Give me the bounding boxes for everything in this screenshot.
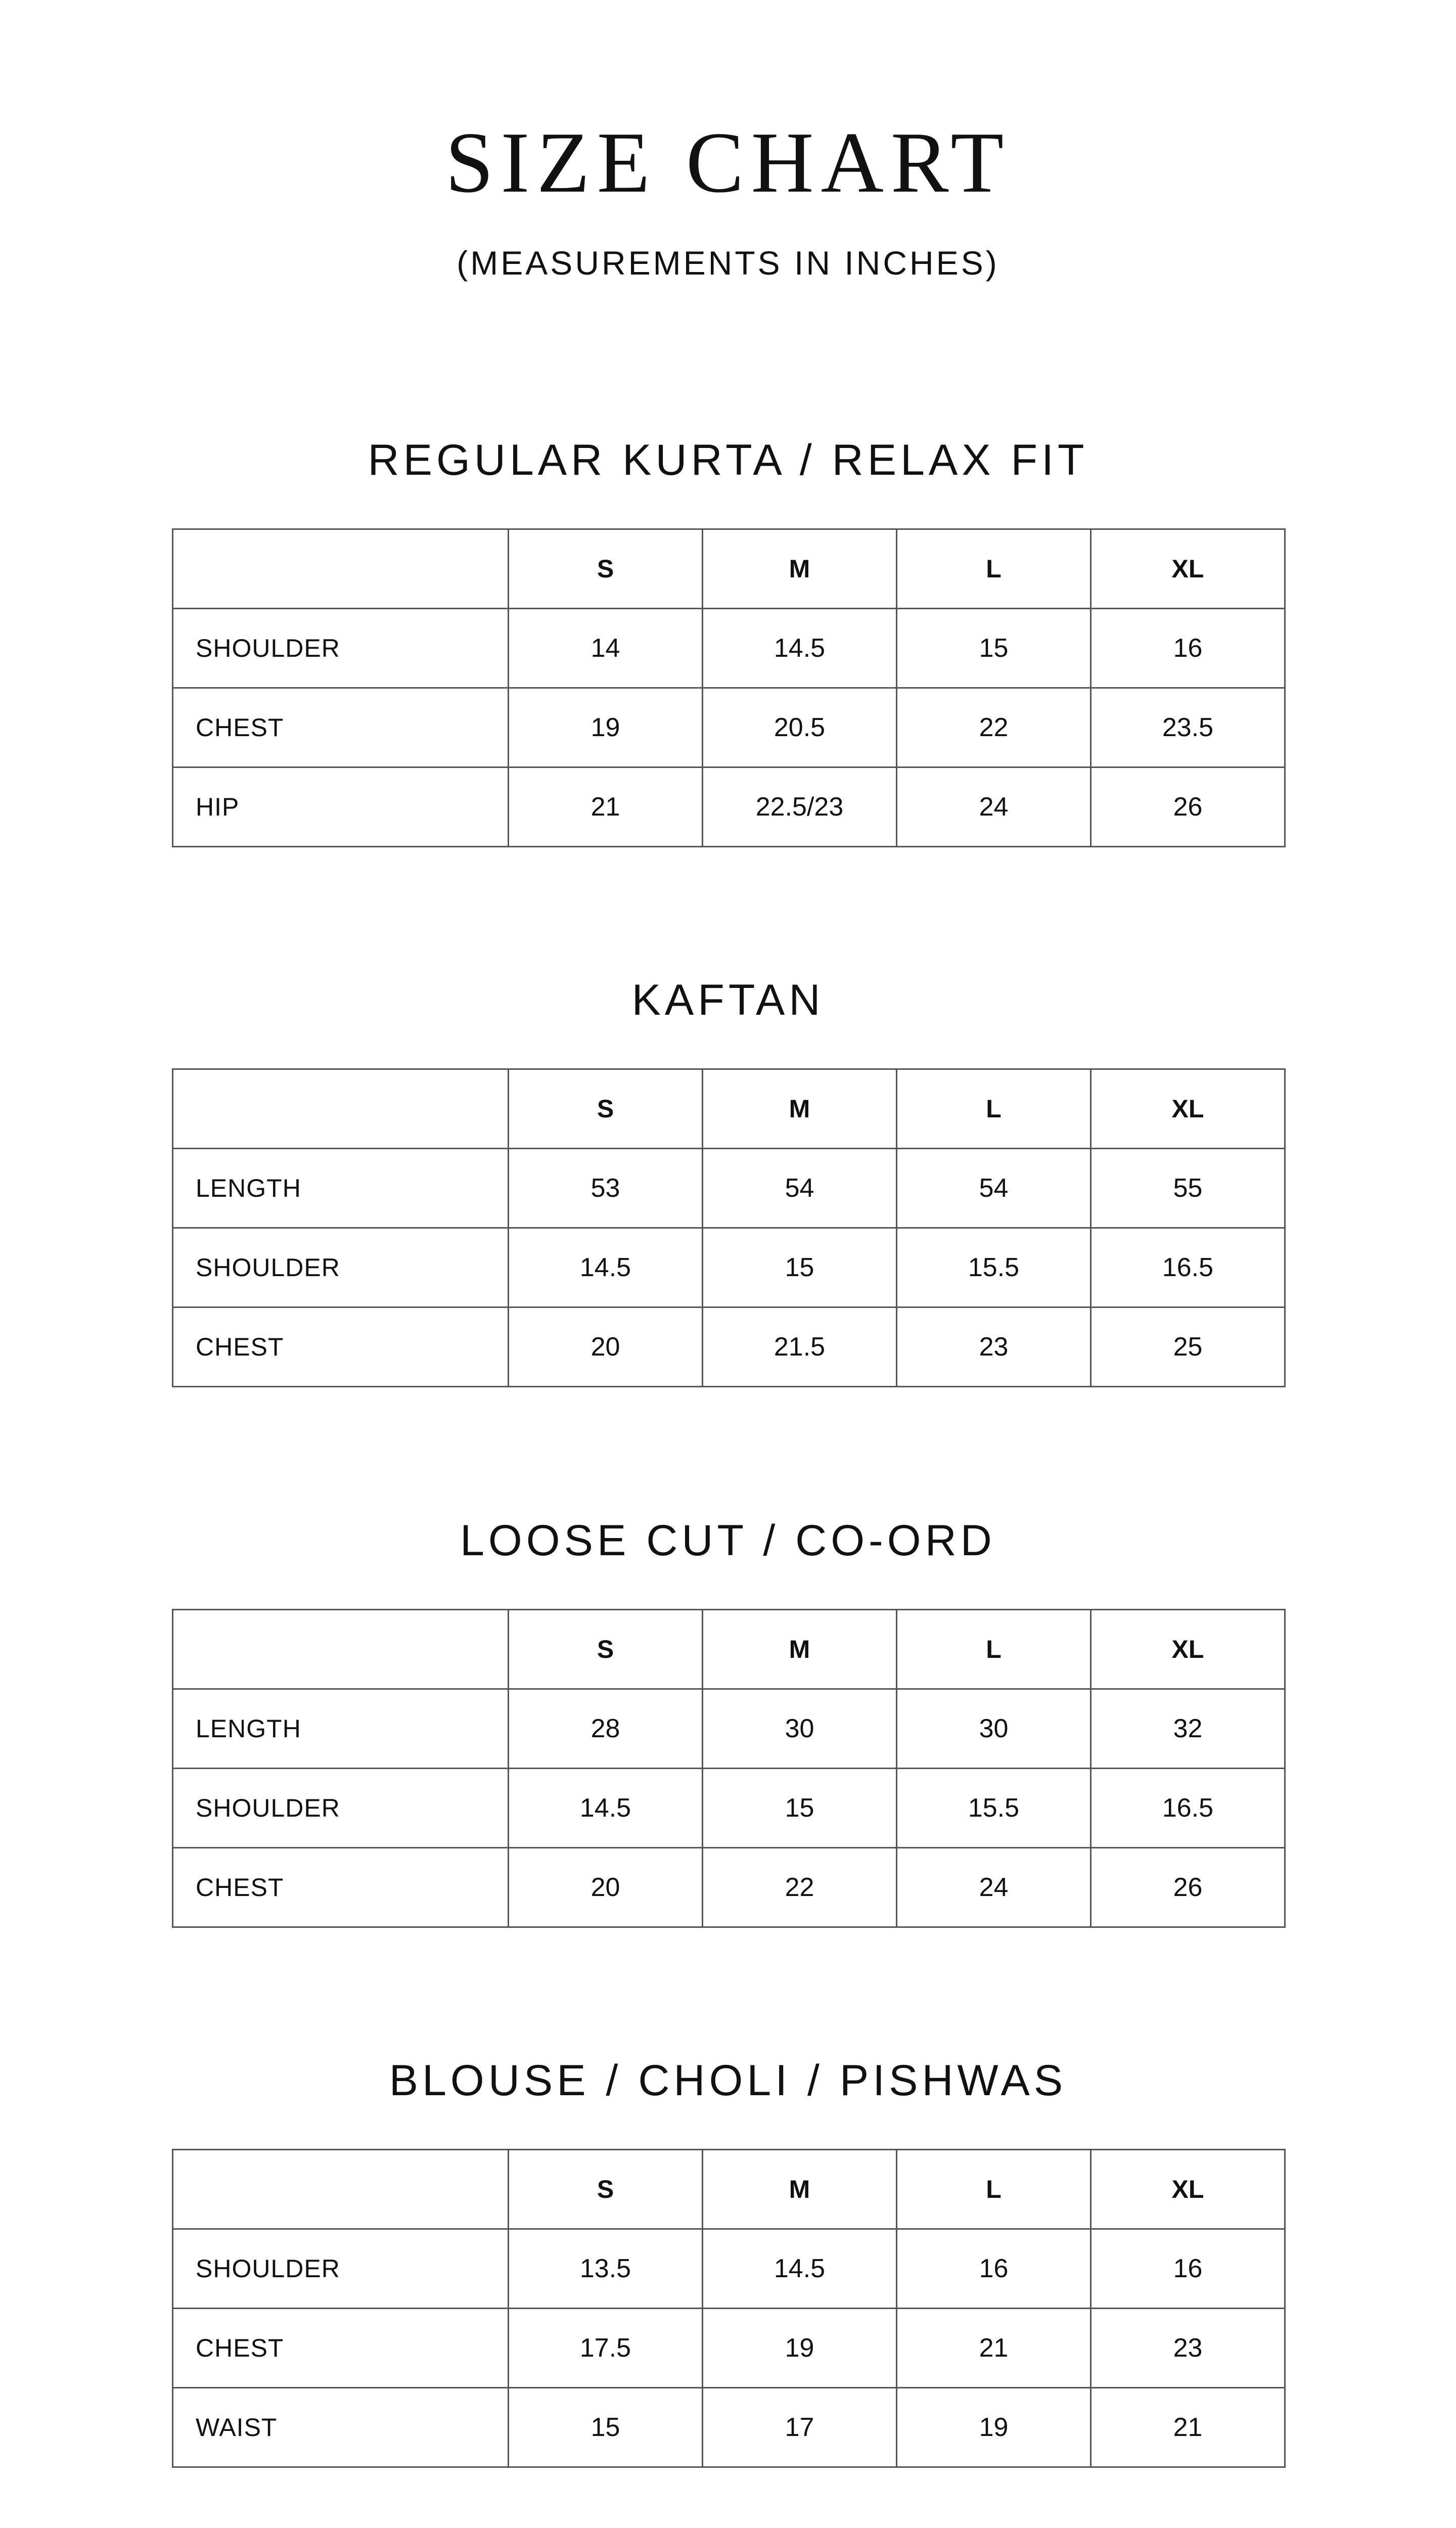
row-label: LENGTH <box>173 1689 509 1769</box>
measurement-cell: 16.5 <box>1091 1228 1285 1307</box>
page-title: SIZE CHART <box>445 115 1011 211</box>
size-header-s: S <box>509 1069 703 1149</box>
measurement-cell: 23 <box>1091 2309 1285 2388</box>
measurement-cell: 15 <box>703 1769 897 1848</box>
size-table <box>172 1068 1286 1387</box>
measurement-cell: 16.5 <box>1091 1769 1285 1848</box>
header-corner-cell <box>173 529 509 609</box>
row-label: SHOULDER <box>173 1769 509 1848</box>
measurement-cell: 15 <box>897 609 1091 688</box>
measurement-cell: 16 <box>897 2229 1091 2309</box>
row-label: SHOULDER <box>173 1228 509 1307</box>
size-header-l: L <box>897 2150 1091 2229</box>
measurement-cell: 21 <box>1091 2388 1285 2467</box>
size-header-l: L <box>897 529 1091 609</box>
size-table <box>172 1609 1286 1928</box>
measurement-cell: 14.5 <box>509 1769 703 1848</box>
size-header-l: L <box>897 1610 1091 1689</box>
table-header-row <box>173 529 1285 609</box>
measurement-cell: 14.5 <box>703 609 897 688</box>
size-header-m: M <box>703 529 897 609</box>
measurement-cell: 21 <box>897 2309 1091 2388</box>
size-header-xl: XL <box>1091 1610 1285 1689</box>
measurement-cell: 30 <box>703 1689 897 1769</box>
table-row <box>173 2309 1285 2388</box>
measurement-cell: 14.5 <box>703 2229 897 2309</box>
table-row <box>173 768 1285 847</box>
table-header-row <box>173 1610 1285 1689</box>
table-row <box>173 1149 1285 1228</box>
size-header-m: M <box>703 1069 897 1149</box>
row-label: SHOULDER <box>173 609 509 688</box>
measurement-cell: 17 <box>703 2388 897 2467</box>
measurement-cell: 20 <box>509 1848 703 1927</box>
measurement-cell: 26 <box>1091 768 1285 847</box>
measurement-cell: 15.5 <box>897 1769 1091 1848</box>
measurement-cell: 19 <box>509 688 703 768</box>
table-row <box>173 2388 1285 2467</box>
page-subtitle: (MEASUREMENTS IN INCHES) <box>457 244 999 282</box>
measurement-cell: 14 <box>509 609 703 688</box>
size-table <box>172 528 1286 847</box>
table-row <box>173 609 1285 688</box>
row-label: CHEST <box>173 1307 509 1387</box>
measurement-cell: 32 <box>1091 1689 1285 1769</box>
size-header-m: M <box>703 2150 897 2229</box>
table-row <box>173 1228 1285 1307</box>
measurement-cell: 19 <box>897 2388 1091 2467</box>
measurement-cell: 14.5 <box>509 1228 703 1307</box>
measurement-cell: 19 <box>703 2309 897 2388</box>
table-header-row <box>173 1069 1285 1149</box>
row-label: WAIST <box>173 2388 509 2467</box>
measurement-cell: 21 <box>509 768 703 847</box>
measurement-cell: 20 <box>509 1307 703 1387</box>
section-title: LOOSE CUT / CO-ORD <box>460 1516 996 1565</box>
measurement-cell: 15 <box>509 2388 703 2467</box>
measurement-cell: 54 <box>703 1149 897 1228</box>
measurement-cell: 54 <box>897 1149 1091 1228</box>
size-header-xl: XL <box>1091 529 1285 609</box>
table-row <box>173 1848 1285 1927</box>
size-header-l: L <box>897 1069 1091 1149</box>
table-row <box>173 1769 1285 1848</box>
row-label: CHEST <box>173 1848 509 1927</box>
table-row <box>173 1689 1285 1769</box>
size-table <box>172 2149 1286 2468</box>
measurement-cell: 55 <box>1091 1149 1285 1228</box>
measurement-cell: 23.5 <box>1091 688 1285 768</box>
row-label: LENGTH <box>173 1149 509 1228</box>
measurement-cell: 30 <box>897 1689 1091 1769</box>
measurement-cell: 26 <box>1091 1848 1285 1927</box>
measurement-cell: 16 <box>1091 609 1285 688</box>
measurement-cell: 15 <box>703 1228 897 1307</box>
measurement-cell: 53 <box>509 1149 703 1228</box>
row-label: CHEST <box>173 688 509 768</box>
row-label: HIP <box>173 768 509 847</box>
size-header-s: S <box>509 2150 703 2229</box>
table-row <box>173 2229 1285 2309</box>
header-corner-cell <box>173 1610 509 1689</box>
size-header-m: M <box>703 1610 897 1689</box>
table-row <box>173 688 1285 768</box>
measurement-cell: 25 <box>1091 1307 1285 1387</box>
row-label: CHEST <box>173 2309 509 2388</box>
table-row <box>173 1307 1285 1387</box>
measurement-cell: 24 <box>897 1848 1091 1927</box>
measurement-cell: 13.5 <box>509 2229 703 2309</box>
section-title: BLOUSE / CHOLI / PISHWAS <box>389 2056 1067 2105</box>
measurement-cell: 15.5 <box>897 1228 1091 1307</box>
table-header-row <box>173 2150 1285 2229</box>
header-corner-cell <box>173 1069 509 1149</box>
size-header-s: S <box>509 1610 703 1689</box>
measurement-cell: 20.5 <box>703 688 897 768</box>
measurement-cell: 21.5 <box>703 1307 897 1387</box>
header-corner-cell <box>173 2150 509 2229</box>
row-label: SHOULDER <box>173 2229 509 2309</box>
measurement-cell: 22 <box>703 1848 897 1927</box>
section-title: REGULAR KURTA / RELAX FIT <box>368 436 1088 484</box>
measurement-cell: 22.5/23 <box>703 768 897 847</box>
section-title: KAFTAN <box>631 976 825 1024</box>
size-header-xl: XL <box>1091 2150 1285 2229</box>
measurement-cell: 23 <box>897 1307 1091 1387</box>
measurement-cell: 28 <box>509 1689 703 1769</box>
measurement-cell: 17.5 <box>509 2309 703 2388</box>
measurement-cell: 16 <box>1091 2229 1285 2309</box>
measurement-cell: 22 <box>897 688 1091 768</box>
measurement-cell: 24 <box>897 768 1091 847</box>
size-header-xl: XL <box>1091 1069 1285 1149</box>
size-header-s: S <box>509 529 703 609</box>
